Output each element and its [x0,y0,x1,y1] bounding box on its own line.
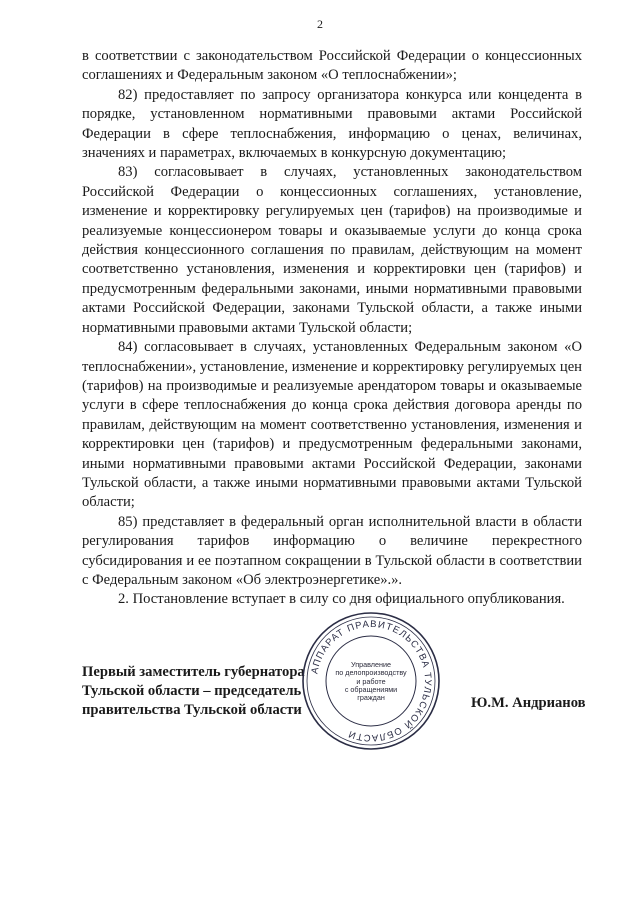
document-body [82,47,582,610]
signatory-title-line: правительства Тульской области [82,702,302,718]
paragraph-continuation: в соответствии с законодательством Российской Федерации о концессионных соглашениях и Федеральным законом «О теплоснабжении»; [82,48,582,84]
stamp-center-line: и работе [356,676,386,686]
paragraph-item-85: 85) представляет в федеральный орган исполнительной власти в области регулирования тарифов информацию о величине перекрестного субсидирования и ее поэтапном сокращении в Тульской области в соответствии с Федеральным законом «Об электроэнергетике».». [82,513,582,588]
paragraph-effective-date: 2. Постановление вступает в силу со дня официального опубликования. [118,591,565,608]
stamp-center-line: по делопроизводству [335,668,407,678]
signatory-title-line: Первый заместитель губернатора [82,664,305,680]
official-stamp [300,610,442,752]
signatory-title-line: Тульской области – председатель [82,683,302,699]
stamp-center-line: граждан [357,693,385,703]
paragraph-item-83: 83) согласовывает в случаях, установленных законодательством Российской Федерации о концессионных соглашениях, установление, изменение и корректировку регулируемых цен (тарифов) на производимые и реализуемые концессионером товары и оказываемые услуги до конца срока действия концессионного соглашения по правилам, действующим на момент соответственно установления, изменения и корректировки цен (тарифов) и предусмотренным федеральными законами, иными нормативными правовыми актами Российской Федерации, законами Тульской области, а также иными нормативными правовыми актами Тульской области; [82,164,582,336]
page-number: 2 [317,17,323,31]
paragraph-item-82: 82) предоставляет по запросу организатора конкурса или концедента в порядке, установленном нормативными правовыми актами Российской Федерации в сфере теплоснабжения, информацию о ценах, величинах, значениях и параметрах, включаемых в конкурсную документацию; [82,86,582,162]
signatory-name: Ю.М. Андрианов [471,695,586,711]
paragraph-item-84: 84) согласовывает в случаях, установленных Федеральным законом «О теплоснабжении», установление, изменение и корректировку регулируемых цен (тарифов) на производимые и реализуемые арендатором товары и оказываемые услуги в сфере теплоснабжения до конца срока действия договора аренды по правилам, действующим на момент соответственно установления, изменения и корректировки цен (тарифов) и предусмотренным федеральными законами, иными нормативными правовыми актами Российской Федерации, законами Тульской области, а также иными нормативными правовыми актами Тульской области; [82,339,582,511]
stamp-center-text [334,661,408,702]
stamp-center-line: с обращениями [344,684,398,694]
stamp-center-line: Управление [351,660,391,669]
stamp-ring-text: АППАРАТ ПРАВИТЕЛЬСТВА ТУЛЬСКОЙ ОБЛАСТИ [309,618,434,744]
